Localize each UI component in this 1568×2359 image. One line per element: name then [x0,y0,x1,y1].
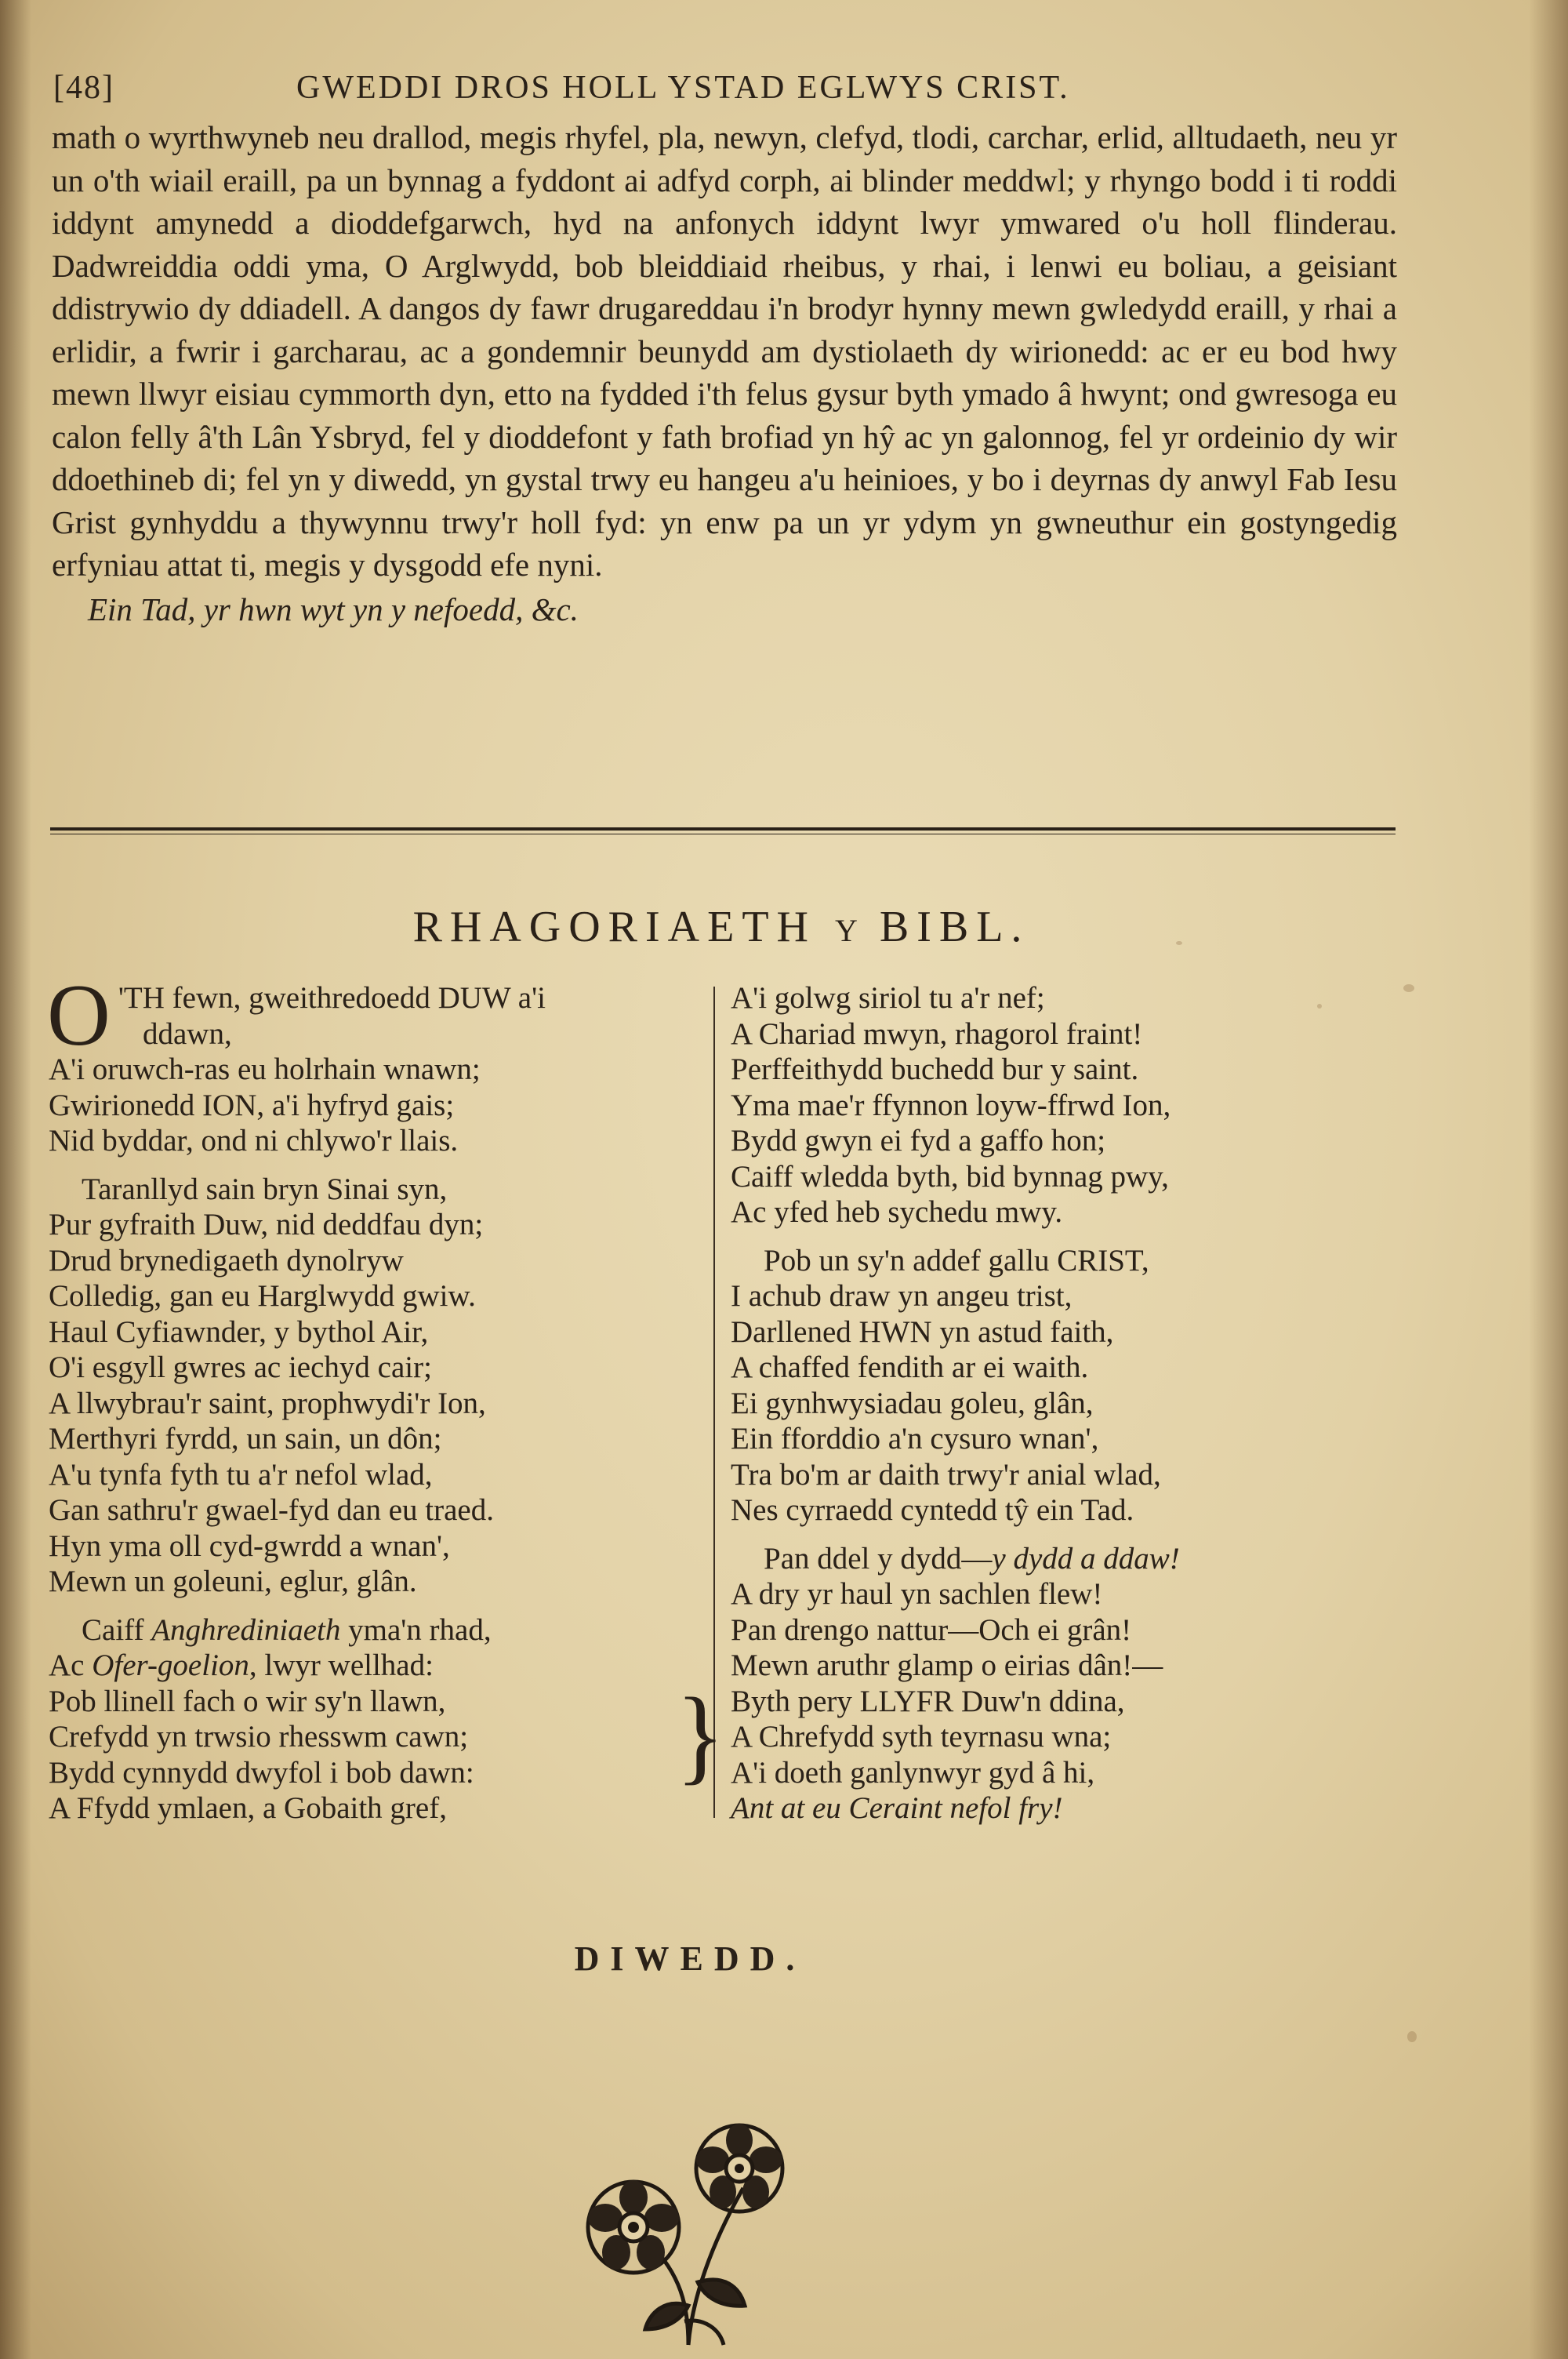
flower-ornament-icon [571,2086,806,2353]
poem-title-word: BIBL. [879,903,1030,951]
page-header [53,69,1457,116]
verse-line: Nid byddar, ond ni chlywo'r llais. [49,1124,459,1158]
verse-line: Taranllyd sain bryn Sinai syn, [82,1172,448,1206]
verse-line [49,1648,707,1684]
verse-line: Merthyri fyrdd, un sain, un dôn; [49,1422,442,1456]
foxing-spot [1403,984,1414,992]
verse-line: A chaffed fendith ar ei waith. [731,1350,1089,1384]
poem-title-word: RHAGORIAETH [412,903,816,951]
drop-cap: O [47,967,111,1064]
verse-line [731,1541,1389,1577]
finis-label: DIWEDD. [574,1939,806,1978]
lords-prayer-closing: Ein Tad, yr hwn wyt yn y nefoedd, &c. [88,591,579,627]
verse-line: Pob llinell fach o wir sy'n llawn, [49,1684,446,1718]
verse-text: , lwyr wellhad: [249,1648,434,1682]
verse-line: Mewn un goleuni, eglur, glân. [49,1565,417,1598]
verse-line: A'i doeth ganlynwyr gyd â hi, [731,1755,1095,1790]
verse-line: Darllened HWN yn astud faith, [731,1314,1114,1349]
verse-line: Colledig, gan eu Harglwydd gwiw. [49,1279,476,1313]
foxing-spot [1407,2031,1417,2042]
triplet-brace: } [676,1676,725,1795]
verse-line: A Chariad mwyn, rhagorol fraint! [731,1016,1143,1051]
section-rule [50,827,1396,831]
verse-italic-text: Anghrediniaeth [151,1612,341,1647]
verse-line: O'i esgyll gwres ac iechyd cair; [49,1350,432,1384]
poem-right-column [731,980,1389,1826]
verse-line: Perffeithydd buchedd bur y saint. [731,1052,1139,1086]
verse-line: Caiff wledda byth, bid bynnag pwy, [731,1159,1169,1194]
prayer-section [52,116,1397,631]
verse-line: Pur gyfraith Duw, nid deddfau dyn; [49,1208,484,1241]
verse-italic-text: Ofer-goelion [92,1648,249,1682]
verse-line: Byth pery LLYFR Duw'n ddina, [731,1684,1125,1718]
running-title: GWEDDI DROS HOLL YSTAD EGLWYS CRIST. [296,70,1070,106]
prayer-text: math o wyrthwyneb neu drallod, megis rhyfel, pla, newyn, clefyd, tlodi, carchar, erlid, alltudaeth, neu yr un o'th wiail eraill, pa un bynnag a fyddont ai adfyd corph, ai blinder meddwl; y rhyngo bodd i ti roddi iddynt amynedd a dioddefgarwch, hyd na anfonych iddynt lwyr ymwared o'u holl flinderau. Dadwreiddia oddi yma, O Arglwydd, bob bleiddiaid rheibus, y rhai, i lenwi eu boliau, a geisiant ddistrywio dy ddiadell. A dangos dy fawr drugareddau i'n brodyr hynny mewn gwledydd eraill, y rhai a erlidir, a fwrir i garcharau, ac a gondemnir beunydd am dystiolaeth dy wirionedd: ac er eu bod hwy mewn llwyr eisiau cymmorth dyn, etto na fydded i'th felus gysur byth ymado â hwynt; ond gwresoga eu calon felly â'th Lân Ysbryd, fel y dioddefont y fath brofiad yn hŷ ac yn galonnog, fel yr ordeinio dy wir ddoethineb di; fel yn y diwedd, yn gystal trwy eu hangeu a'u heinioes, y bo i deyrnas dy anwyl Fab Iesu Grist gynhyddu a thywynnu trwy'r holl fyd: yn enw pa un yr ydym yn gwneuthur ein gostyngedig erfyniau attat ti, megis y dysgodd efe nyni. [52,119,1397,583]
verse-line: Drud brynedigaeth dynolryw [49,1243,404,1278]
verse-text: Ac [49,1648,93,1682]
verse-line: Gan sathru'r gwael-fyd dan eu traed. [49,1493,494,1527]
verse-line: Ei gynhwysiadau goleu, glân, [731,1386,1094,1420]
spine-shadow [0,0,31,2359]
verse-line: Ac yfed heb sychedu mwy. [731,1195,1063,1229]
verse-line: Gwirionedd ION, a'i hyfryd gais; [49,1088,455,1122]
verse-line: Ant at eu Ceraint nefol fry! [731,1791,1063,1825]
verse-line: Mewn aruthr glamp o eirias dân!— [731,1648,1163,1682]
poem-title-article: Y [834,913,861,948]
verse-line: A dry yr haul yn sachlen flew! [731,1577,1103,1611]
poem-title [0,902,1443,952]
first-stanza-opening [47,967,707,1064]
verse-line: Ein fforddio a'n cysuro wnan', [731,1422,1099,1456]
verse-line: 'TH fewn, gweithredoedd DUW a'i [118,981,546,1015]
verse-line: Pob un sy'n addef gallu CRIST, [764,1243,1149,1278]
verse-text: Caiff [82,1612,152,1647]
verse-line [49,1612,707,1648]
verse-text: Pan ddel y dydd— [764,1541,993,1576]
poem-left-column [47,967,707,1826]
verse-italic-text: y dydd a ddaw! [992,1541,1180,1576]
page-edge-shadow [1529,0,1568,2359]
verse-line: A llwybrau'r saint, prophwydi'r Ion, [49,1386,486,1420]
verse-line: A Chrefydd syth teyrnasu wna; [731,1720,1112,1754]
verse-line: Haul Cyfiawnder, y bythol Air, [49,1314,429,1349]
page-number: [48] [53,70,114,106]
verse-line: Yma mae'r ffynnon loyw-ffrwd Ion, [731,1088,1171,1122]
verse-line: A'u tynfa fyth tu a'r nefol wlad, [49,1457,433,1492]
verse-line: ddawn, [143,1016,232,1051]
verse-line: Crefydd yn trwsio rhesswm cawn; [49,1720,469,1754]
verse-line: A Ffydd ymlaen, a Gobaith gref, [49,1791,447,1825]
verse-line: Hyn yma oll cyd-gwrdd a wnan', [49,1528,450,1563]
verse-line: Tra bo'm ar daith trwy'r anial wlad, [731,1457,1161,1492]
verse-line: Pan drengo nattur—Och ei grân! [731,1612,1132,1647]
verse-text: yma'n rhad, [340,1612,492,1647]
verse-line: Bydd gwyn ei fyd a gaffo hon; [731,1124,1106,1158]
verse-line: A'i oruwch-ras eu holrhain wnawn; [49,1052,481,1086]
verse-line: A'i golwg siriol tu a'r nef; [731,981,1045,1015]
verse-line: Bydd cynnydd dwyfol i bob dawn: [49,1755,474,1790]
verse-line: I achub draw yn angeu trist, [731,1279,1073,1313]
verse-line: Nes cyrraedd cyntedd tŷ ein Tad. [731,1493,1134,1527]
